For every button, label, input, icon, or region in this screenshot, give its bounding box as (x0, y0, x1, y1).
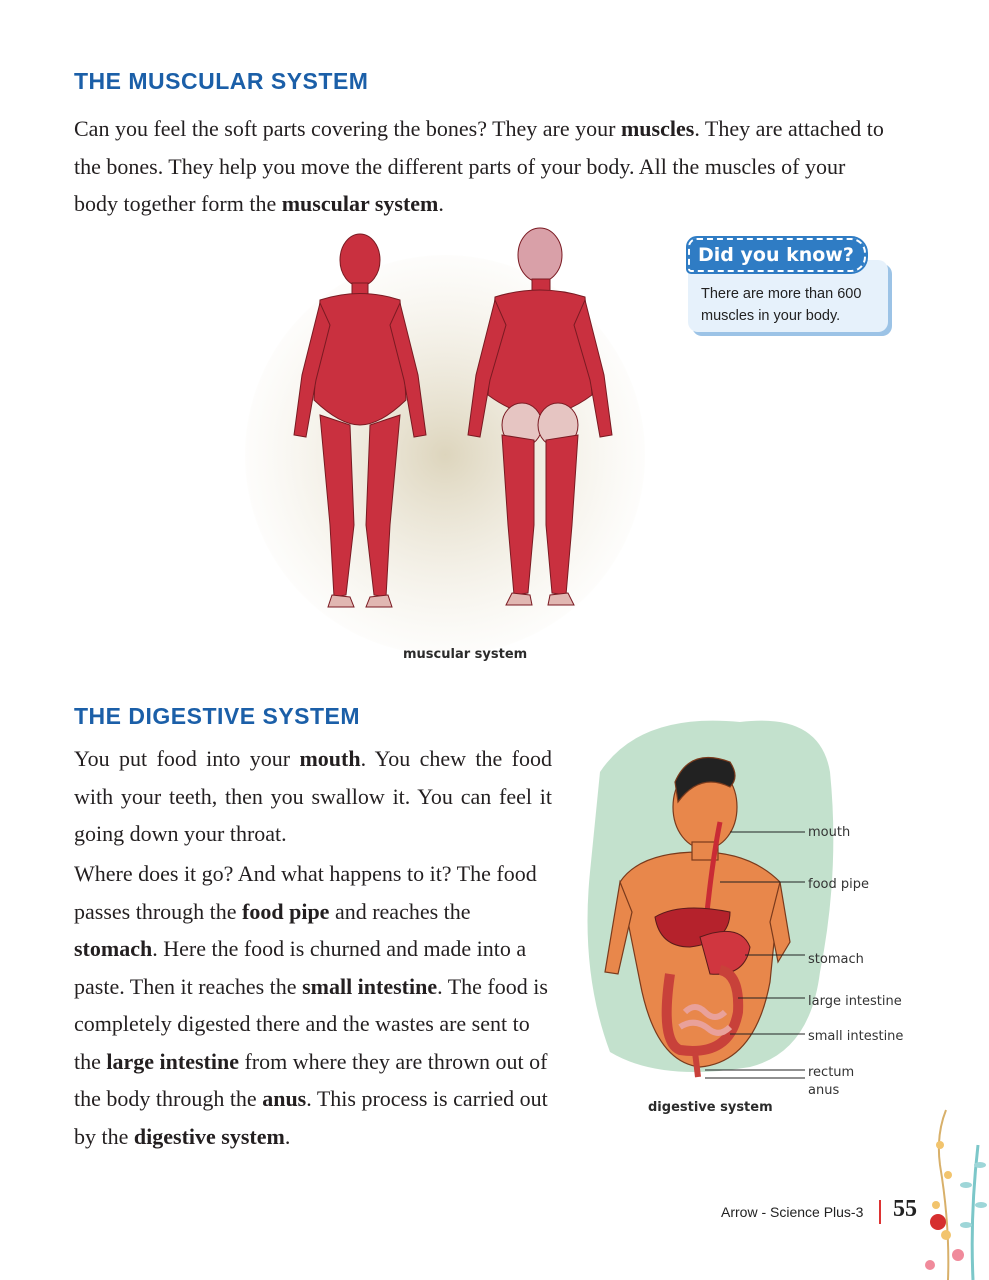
bold-term: mouth (299, 746, 361, 771)
label-stomach: stomach (808, 952, 864, 967)
footer-separator (879, 1200, 881, 1224)
footer-book-title: Arrow - Science Plus-3 (721, 1204, 864, 1220)
bold-term: stomach (74, 936, 153, 961)
bold-term: large intestine (106, 1048, 239, 1074)
page-number: 55 (893, 1196, 917, 1222)
label-food-pipe: food pipe (808, 877, 869, 892)
text-run: . (438, 191, 444, 216)
digestive-paragraph-1 (74, 740, 552, 853)
muscular-paragraph (74, 110, 894, 223)
bold-term: muscular system (281, 191, 439, 216)
label-mouth: mouth (808, 825, 851, 840)
label-anus: anus (808, 1083, 840, 1098)
ladybug-icon (930, 1214, 946, 1230)
muscular-figure (250, 225, 640, 645)
muscular-caption: muscular system (403, 647, 528, 662)
label-rectum: rectum (808, 1065, 855, 1080)
bold-term: food pipe (242, 898, 330, 924)
text-run: You put food into your (74, 746, 300, 771)
digestive-figure (580, 712, 925, 1102)
text-run: and reaches the (329, 898, 471, 924)
bold-term: muscles (620, 116, 695, 141)
text-run: Can you feel the soft parts covering the bones? They are your (74, 116, 621, 141)
did-you-know-title: Did you know? (688, 238, 866, 272)
label-small-intestine: small intestine (808, 1029, 904, 1044)
muscular-heading: THE MUSCULAR SYSTEM (74, 68, 369, 94)
text-run: . You chew the food with your teeth, then you swallow it. You can feel it going down your throat. (74, 746, 552, 846)
text-run: . Here the food is churned and made into a paste. Then it reaches the (74, 936, 527, 999)
did-you-know-text: There are more than 600 muscles in your body. (701, 286, 862, 324)
text-run: . The food is completely digested there and the wastes are sent to the (74, 973, 548, 1074)
digestive-heading: THE DIGESTIVE SYSTEM (74, 703, 361, 729)
text-run: . They are attached to the bones. They help you move the different parts of your body. All the muscles of your body together form the (74, 116, 884, 216)
text-run: . (284, 1123, 291, 1149)
bold-term: digestive system (133, 1123, 285, 1149)
did-you-know-box (688, 238, 894, 334)
text-run: . This process is carried out by the (74, 1086, 548, 1149)
floral-decoration (918, 1105, 989, 1280)
bold-term: anus (262, 1086, 307, 1111)
label-large-intestine: large intestine (808, 994, 902, 1009)
text-run: from where they are thrown out of the body through the (74, 1048, 548, 1111)
digestive-caption: digestive system (648, 1100, 773, 1115)
digestive-paragraph-2 (74, 855, 554, 1155)
text-run: Where does it go? And what happens to it? The food passes through the (74, 861, 537, 924)
bold-term: small intestine (302, 973, 438, 999)
